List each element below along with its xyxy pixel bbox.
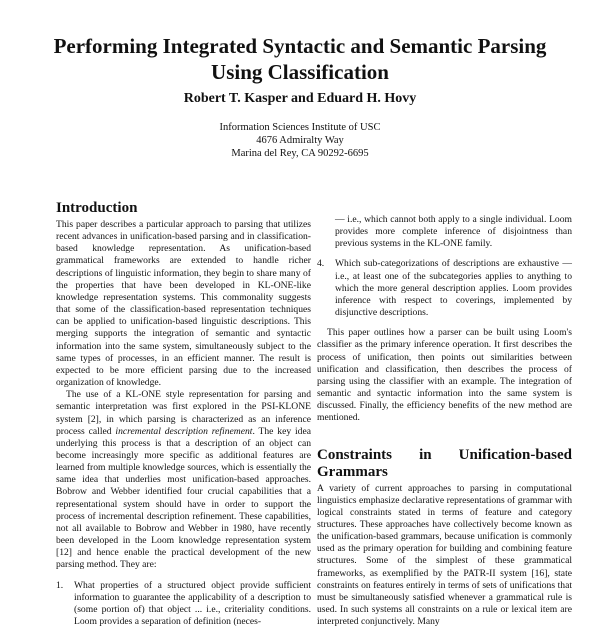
right-column — [317, 214, 572, 614]
constraints-paragraph: A variety of current approaches to parsing in computational linguistics emphasize declarative representations of grammar with logical constraints stated in terms of feature and category structures. These approaches have collectively become known as the unification-based grammars, because unification is commonly used as the primary operation for building and combining feature structures. Some of the simplest of these grammatical frameworks, as exemplified by the PATR-II system [16], state constraints on features entirely in terms of sets of unifications that must be simultaneously satisfied whenever a grammatical rule is used. In such systems all constraints on a rule or lexical item are interpreted conjunctively. Many — [317, 483, 572, 628]
intro-p2-emphasis: incremental description refinement — [115, 426, 252, 437]
affiliation-line1: Information Sciences Institute of USC — [20, 121, 580, 134]
introduction-paragraph-2 — [56, 389, 311, 571]
intro-p2-text-b: . The key idea underlying this process is that a description of an object can become increasingly more specific as additional features are learned from multiple knowledge sources, which is essentially the same idea that underlies most unification-based approaches. Bobrow and Webber identified four crucial capabilities that a representational system should have in order to support the process of incremental description refinement. These capabilities, not all available to Bobrow and Webber in 1980, have recently been developed in the Loom knowledge representation system [12] and hence enable the practical development of the new parsing method. They are: — [56, 426, 311, 571]
left-column — [56, 200, 311, 600]
list-item-text: Which sub-categorizations of descriptions are exhaustive — i.e., at least one of the subcategories applies to anything to which the more general description applies. Loom provides inference with respect to coverings, implemented by disjunctive descriptions. — [335, 258, 572, 318]
introduction-paragraph-1: This paper describes a particular approach to parsing that utilizes recent advances in unification-based parsing and in classification-based knowledge representation. As unification-based grammatical frameworks are extended to handle richer descriptions of linguistic information, they begin to share many of the properties that have been developed in KL-ONE-like knowledge representation systems. This commonality suggests that some of the classification-based representation techniques can be applied to unification-based linguistic descriptions. This merging supports the integration of semantic and syntactic information into the same system, simultaneously subject to the same types of processes, in an efficient manner. The result is expected to be more efficient parsing due to the increased organization of knowledge. — [56, 219, 311, 389]
intro-p2-text-a: The use of a KL-ONE style representation for parsing and semantic interpretation was first explored in the PSI-KLONE system [2], in which parsing is characterized as an inference process called — [56, 389, 311, 436]
capabilities-list — [56, 580, 311, 628]
affiliation-line3: Marina del Rey, CA 90292-6695 — [20, 147, 580, 160]
list-item — [317, 214, 572, 250]
capabilities-list-continued — [317, 214, 572, 319]
outline-paragraph: This paper outlines how a parser can be built using Loom's classifier as the primary inference operation. It first describes the process of unification, then points out similarities between unification and classification, then describes the process of parsing using the classifier with an example. The integration of semantic and syntactic information into the same system is discussed. Finally, the efficiency benefits of the new method are mentioned. — [317, 327, 572, 424]
list-item — [317, 258, 572, 319]
introduction-heading: Introduction — [56, 200, 311, 217]
spacer — [56, 572, 311, 580]
paper-title-line2: Using Classification — [20, 59, 580, 85]
spacer — [317, 425, 572, 447]
constraints-heading: Constraints in Unification-based Grammars — [317, 447, 572, 481]
affiliation-block — [20, 121, 580, 160]
paper-title-line1: Performing Integrated Syntactic and Semantic Parsing — [20, 33, 580, 59]
list-item-text: — i.e., which cannot both apply to a single individual. Loom provides more complete inference of disjointness than previous systems in the KL-ONE family. — [335, 214, 572, 249]
spacer — [317, 319, 572, 327]
list-item-text: What properties of a structured object provide sufficient information to guarantee the applicability of a description to (some portion of) that object ... i.e., criteriality conditions. Loom provides a separation of definition (neces- — [74, 580, 311, 627]
list-item-number: 1. — [56, 580, 63, 592]
list-item-number: 4. — [317, 258, 324, 270]
paper-authors: Robert T. Kasper and Eduard H. Hovy — [20, 91, 580, 107]
list-item — [56, 580, 311, 628]
affiliation-line2: 4676 Admiralty Way — [20, 134, 580, 147]
